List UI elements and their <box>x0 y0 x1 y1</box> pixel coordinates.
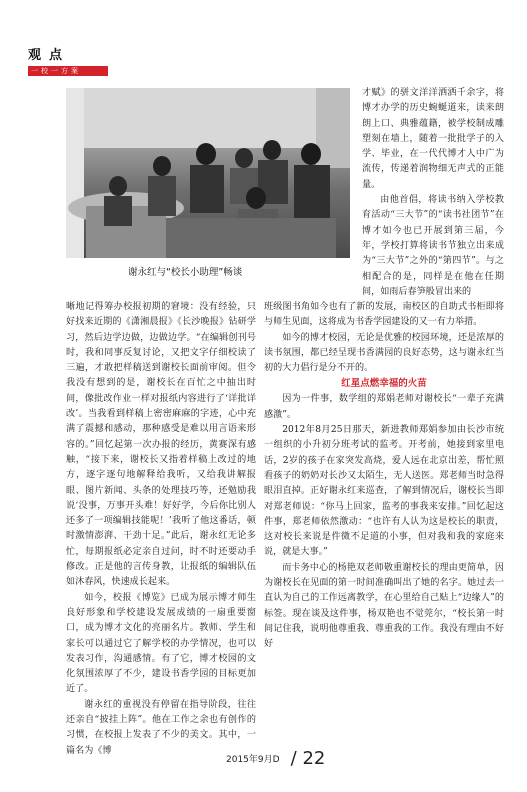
paragraph: 谢永红的重视没有停留在指导阶段，往往还亲自“披挂上阵”。他在工作之余也有创作的习惯，在校报上发表了不少的美文。其中，一篇名为《博 <box>66 699 256 756</box>
section-subtitle-bar <box>28 66 108 76</box>
section-header <box>28 44 108 76</box>
section-subtitle: 一校一方案 <box>31 67 81 75</box>
article-photo <box>66 88 350 258</box>
paragraph: 晰地记得筹办校报初期的窘境：没有经验，只好找来近期的《潇湘晨报》《长沙晚报》钻研学习，然后边学边做，边做边学。“在编辑创刊号时，我和同事反复讨论，又把文字仔细校读了三遍，才敢把样稿送到谢校长面前审阅。但令我没有想到的是，谢校长在百忙之中抽出时间，像批改作业一样对报纸内容进行了‘详批详改’。当我看到样稿上密密麻麻的字迹，心中充满了震撼和感动，那种感受是难以用言语来形容的。”回忆起第一次办报的经历，黄赛深有感触，“接下来，谢校长又指着样稿上改过的地方，逐字逐句地解释给我听，又给我讲解报眼、图片新闻、头条的处理技巧等，还勉励我说‘没事，万事开头难！好好学，今后你比别人还多了一项编辑技能呢！’我听了他这番话，顿时激情澎湃、干劲十足。”此后，谢永红无论多忙，每期报纸必定亲自过问，时不时还要动手修改。正是他的言传身教，让报纸的编辑队伍如沐春风，快速成长起来。 <box>66 302 256 588</box>
paragraph: 如今的博才校园，无论是优雅的校园环境，还是浓厚的读书氛围，都已经呈现书香满园的良好态势，这与谢永红当初的大力倡行是分不开的。 <box>264 332 504 374</box>
subheading: 红星点燃幸福的火苗 <box>341 378 427 390</box>
page-footer <box>226 748 325 769</box>
paragraph: 班级图书角如今也有了新的发展，南校区的自助式书柜即将与师生见面，这将成为书香学园建设的又一有力举措。 <box>264 302 504 328</box>
section-title: 观点 <box>28 48 71 63</box>
left-column <box>66 300 256 759</box>
issue-date: 2015年9月D <box>226 755 280 765</box>
paragraph: 而卡务中心的杨艳双老师敬重谢校长的理由更简单，因为谢校长在见面的第一时间准确叫出了她的名字。她过去一直认为自己的工作远离教学，在心里给自己贴上“边缘人”的标签。现在谈及这件事，杨双艳也不觉莞尔，“校长第一时间记住我，说明他尊重我、尊重我的工作。我没有理由不好好 <box>264 562 504 650</box>
paragraph: 由他首倡，将读书纳入学校教育活动“三大节”的“读书社团节”在博才如今也已开展到第三届，今年，学校打算将读书节独立出来成为“三大节”之外的“第四节”。与之相配合的是，同样是在他在任期间，如雨后春笋般冒出来的 <box>362 195 504 297</box>
paragraph: 因为一件事，数学组的郑娟老师对谢校长“一辈子充满感激”。 <box>264 394 504 420</box>
page-number: / 22 <box>290 748 326 769</box>
middle-column <box>264 300 504 653</box>
paragraph: 如今，校报《博览》已成为展示博才师生良好形象和学校建设发展成绩的一扇重要窗口，成为博才文化的亮丽名片。教师、学生和家长可以通过它了解学校的办学情况，也可以发表习作，沟通感情。有了它，博才校园的文化氛围浓厚了不少，建设书香学园的目标更加近了。 <box>66 592 256 695</box>
photo-caption: 谢永红与“校长小助理”畅谈 <box>128 267 243 278</box>
paragraph: 才赋》的骈文洋洋洒洒千余字，将博才办学的历史蜿蜒道来，读来朗朗上口、典雅蕴籍，被学校制成雕塑刻在墙上，随着一批批学子的入学、毕业，在一代代博才人中广为流传，传递着润物细无声式的正能量。 <box>362 88 504 190</box>
paragraph: 2012年8月25日那天，新进教师郑娟参加由长沙市统一组织的小升初分班考试的监考。开考前，她接到家里电话，2岁的孩子在家突发高烧，爱人远在北京出差，帮忙照看孩子的奶奶对长沙又太陌生，无人送医。郑老师当时急得眼泪直掉。正好谢永红来巡查，了解到情况后，谢校长当即对郑老师说：“你马上回家，监考的事我来安排。”回忆起这件事，郑老师依然激动：“也许有人认为这是校长的职责，这对校长来说是件微不足道的小事，但对我和我的家庭来说，就是大事。” <box>264 425 504 558</box>
right-column <box>362 86 504 300</box>
